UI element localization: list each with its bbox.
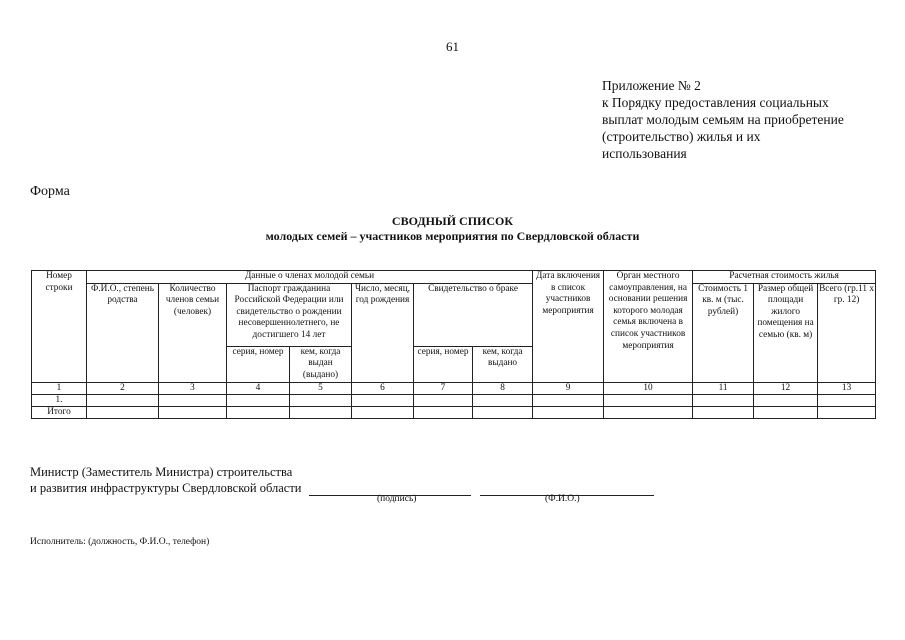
column-number: 5 xyxy=(290,382,352,394)
header-passport-series: серия, номер xyxy=(227,346,290,382)
signature-line-2: и развития инфраструктуры Свердловской области xyxy=(30,481,302,495)
header-marriage: Свидетельство о браке xyxy=(414,283,533,346)
summary-table xyxy=(31,270,876,419)
page-number: 61 xyxy=(446,39,459,54)
table-row xyxy=(32,394,876,406)
document-title xyxy=(0,214,905,244)
header-passport-issued: кем, когда выдан (выдано) xyxy=(290,346,352,382)
header-inclusion-date: Дата включения в список участников мероприятия xyxy=(533,271,604,383)
header-marriage-issued: кем, когда выдано xyxy=(473,346,533,382)
header-authority: Орган местного самоуправления, на основании решения которого молодая семья включена в список участников мероприятия xyxy=(604,271,693,383)
table-cell xyxy=(604,394,693,406)
column-number: 7 xyxy=(414,382,473,394)
table-cell xyxy=(533,394,604,406)
form-label: Форма xyxy=(30,184,70,199)
column-number: 11 xyxy=(693,382,754,394)
table-cell xyxy=(693,406,754,418)
header-area: Размер общей площади жилого помещения на семью (кв. м) xyxy=(754,283,818,382)
column-number-row xyxy=(32,382,876,394)
table-cell xyxy=(473,394,533,406)
table-cell xyxy=(473,406,533,418)
appendix-line: (строительство) жилья и их xyxy=(602,129,761,144)
appendix-line: выплат молодым семьям на приобретение xyxy=(602,112,844,127)
row-number: 1. xyxy=(32,394,87,406)
column-number: 4 xyxy=(227,382,290,394)
table-cell xyxy=(693,394,754,406)
header-group-members: Данные о членах молодой семьи xyxy=(87,271,533,284)
table-cell xyxy=(414,406,473,418)
table-cell xyxy=(159,394,227,406)
header-marriage-series: серия, номер xyxy=(414,346,473,382)
table-cell xyxy=(352,406,414,418)
table-cell xyxy=(352,394,414,406)
table-cell xyxy=(533,406,604,418)
header-total: Всего (гр.11 х гр. 12) xyxy=(818,283,876,382)
column-number: 3 xyxy=(159,382,227,394)
header-cost-per-m: Стоимость 1 кв. м (тыс. рублей) xyxy=(693,283,754,382)
title-line-1: СВОДНЫЙ СПИСОК xyxy=(391,214,514,228)
header-family-count: Количество членов семьи (человек) xyxy=(159,283,227,382)
table-cell xyxy=(227,394,290,406)
table-cell xyxy=(604,406,693,418)
table-cell xyxy=(414,394,473,406)
column-number: 1 xyxy=(32,382,87,394)
header-birth-date: Число, месяц, год рождения xyxy=(352,283,414,382)
total-row xyxy=(32,406,876,418)
column-number: 6 xyxy=(352,382,414,394)
header-passport: Паспорт гражданина Российской Федерации или свидетельство о рождении несовершеннолетнего, не достигшего 14 лет xyxy=(227,283,352,346)
column-number: 9 xyxy=(533,382,604,394)
header-row-number: Номер строки xyxy=(32,271,87,383)
table-cell xyxy=(290,394,352,406)
column-number: 13 xyxy=(818,382,876,394)
signature-line-1: Министр (Заместитель Министра) строительства xyxy=(30,465,293,479)
table-cell xyxy=(87,406,159,418)
appendix-line: Приложение № 2 xyxy=(602,78,701,93)
total-label: Итого xyxy=(32,406,87,418)
column-number: 2 xyxy=(87,382,159,394)
column-number: 8 xyxy=(473,382,533,394)
header-fio: Ф.И.О., степень родства xyxy=(87,283,159,382)
table-cell xyxy=(159,406,227,418)
executor-line: Исполнитель: (должность, Ф.И.О., телефон) xyxy=(30,537,210,547)
table-cell xyxy=(227,406,290,418)
fio-caption: (Ф.И.О.) xyxy=(545,494,580,504)
appendix-line: использования xyxy=(602,146,687,161)
table-cell xyxy=(754,406,818,418)
appendix-line: к Порядку предоставления социальных xyxy=(602,95,829,110)
table-cell xyxy=(818,394,876,406)
appendix-heading xyxy=(602,77,892,162)
table-cell xyxy=(290,406,352,418)
column-number: 12 xyxy=(754,382,818,394)
column-number: 10 xyxy=(604,382,693,394)
table-cell xyxy=(818,406,876,418)
table-cell xyxy=(754,394,818,406)
title-line-2: молодых семей – участников мероприятия по Свердловской области xyxy=(265,229,640,243)
signature-block xyxy=(30,464,654,496)
signature-caption: (подпись) xyxy=(377,494,417,504)
table-cell xyxy=(87,394,159,406)
header-group-cost: Расчетная стоимость жилья xyxy=(693,271,876,284)
